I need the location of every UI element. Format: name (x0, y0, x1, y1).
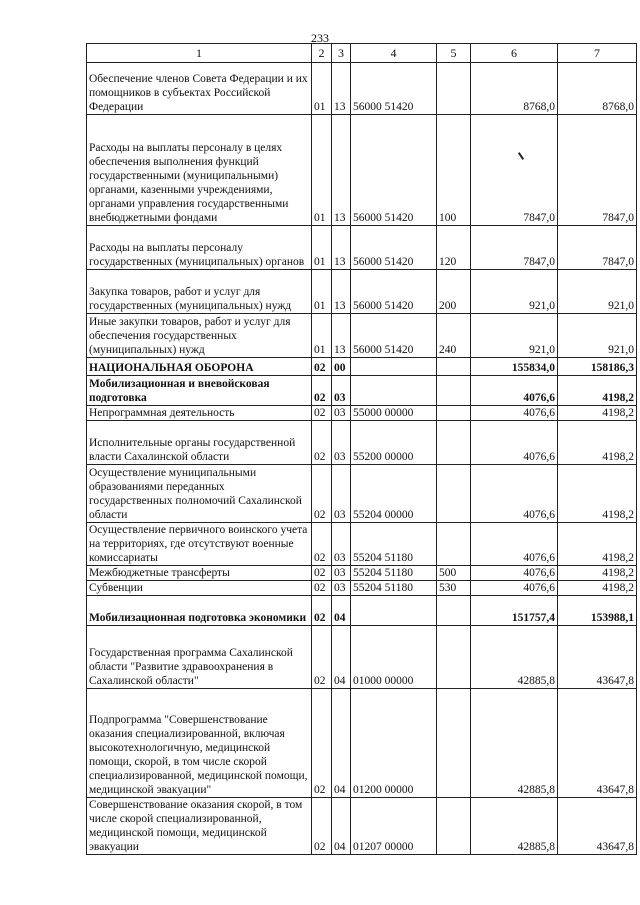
cell-c2: 01 (312, 63, 332, 115)
table-row (87, 566, 637, 581)
cell-c6: 42885,8 (471, 798, 558, 855)
cell-c3: 04 (332, 596, 351, 626)
column-header: 4 (351, 44, 437, 63)
cell-c2: 02 (312, 689, 332, 798)
cell-c3: 13 (332, 115, 351, 226)
cell-c3: 13 (332, 314, 351, 358)
cell-c3: 03 (332, 523, 351, 566)
cell-c3: 03 (332, 406, 351, 421)
cell-c7: 43647,8 (558, 798, 637, 855)
cell-c2: 02 (312, 798, 332, 855)
table-row (87, 465, 637, 523)
cell-c6: 7847,0 (471, 226, 558, 270)
cell-c7: 153988,1 (558, 596, 637, 626)
cell-c5 (437, 358, 471, 376)
cell-c4: 55204 51180 (351, 581, 437, 596)
cell-c5 (437, 689, 471, 798)
page-number: 233 (311, 31, 329, 45)
table-row (87, 523, 637, 566)
cell-c2: 02 (312, 421, 332, 465)
cell-c4: 55204 00000 (351, 465, 437, 523)
cell-c5 (437, 376, 471, 406)
table-row (87, 421, 637, 465)
cell-c4: 55000 00000 (351, 406, 437, 421)
column-header: 5 (437, 44, 471, 63)
table-row (87, 63, 637, 115)
cell-c5: 240 (437, 314, 471, 358)
cell-c7: 43647,8 (558, 689, 637, 798)
cell-c6: 42885,8 (471, 689, 558, 798)
cell-c5 (437, 798, 471, 855)
table-body (87, 63, 637, 855)
cell-c4 (351, 358, 437, 376)
row-name-cell: Межбюджетные трансферты (87, 566, 312, 581)
cell-c4: 56000 51420 (351, 63, 437, 115)
row-name-cell: Обеспечение членов Совета Федерации и их помощников в субъектах Российской Федерации (87, 63, 312, 115)
row-name-cell: Мобилизационная подготовка экономики (87, 596, 312, 626)
cell-c7: 8768,0 (558, 63, 637, 115)
cell-c2: 01 (312, 270, 332, 314)
cell-c6: 921,0 (471, 270, 558, 314)
cell-c7: 43647,8 (558, 626, 637, 689)
cell-c7: 4198,2 (558, 581, 637, 596)
column-header: 7 (558, 44, 637, 63)
row-name-cell: Совершенствование оказания скорой, в том числе скорой специализированной, медицинской помощи, медицинской эвакуации (87, 798, 312, 855)
cell-c7: 158186,3 (558, 358, 637, 376)
cell-c2: 02 (312, 596, 332, 626)
cell-c7: 921,0 (558, 314, 637, 358)
cell-c2: 01 (312, 226, 332, 270)
cell-c7: 7847,0 (558, 226, 637, 270)
cell-c2: 02 (312, 523, 332, 566)
cell-c6: 4076,6 (471, 566, 558, 581)
row-name-cell: Субвенции (87, 581, 312, 596)
cell-c2: 02 (312, 566, 332, 581)
cell-c2: 02 (312, 406, 332, 421)
cell-c5: 100 (437, 115, 471, 226)
cell-c4: 55200 00000 (351, 421, 437, 465)
table-row (87, 314, 637, 358)
cell-c3: 04 (332, 798, 351, 855)
cell-c7: 4198,2 (558, 523, 637, 566)
table-row (87, 596, 637, 626)
cell-c3: 03 (332, 465, 351, 523)
cell-c4: 01000 00000 (351, 626, 437, 689)
column-header: 1 (87, 44, 312, 63)
table-row (87, 115, 637, 226)
cell-c3: 00 (332, 358, 351, 376)
cell-c5: 120 (437, 226, 471, 270)
cell-c3: 13 (332, 226, 351, 270)
cell-c6: 155834,0 (471, 358, 558, 376)
cell-c2: 01 (312, 314, 332, 358)
cell-c2: 02 (312, 581, 332, 596)
cell-c2: 02 (312, 358, 332, 376)
row-name-cell: НАЦИОНАЛЬНАЯ ОБОРОНА (87, 358, 312, 376)
cell-c4 (351, 596, 437, 626)
cell-c6: 4076,6 (471, 421, 558, 465)
cell-c4: 56000 51420 (351, 270, 437, 314)
cell-c4: 55204 51180 (351, 523, 437, 566)
cell-c5 (437, 596, 471, 626)
row-name-cell: Мобилизационная и вневойсковая подготовка (87, 376, 312, 406)
row-name-cell: Расходы на выплаты персоналу государственных (муниципальных) органов (87, 226, 312, 270)
cell-c4: 01200 00000 (351, 689, 437, 798)
table-row (87, 626, 637, 689)
cell-c5 (437, 421, 471, 465)
column-number-row (87, 44, 637, 63)
cell-c3: 13 (332, 63, 351, 115)
cell-c2: 01 (312, 115, 332, 226)
cell-c5: 500 (437, 566, 471, 581)
cell-c3: 04 (332, 689, 351, 798)
cell-c3: 13 (332, 270, 351, 314)
table-row (87, 270, 637, 314)
cell-c6: 4076,6 (471, 523, 558, 566)
cell-c6: 151757,4 (471, 596, 558, 626)
cell-c5: 530 (437, 581, 471, 596)
cell-c2: 02 (312, 465, 332, 523)
row-name-cell: Осуществление муниципальными образованиями переданных государственных полномочий Сахалинской области (87, 465, 312, 523)
cell-c5 (437, 63, 471, 115)
cell-c4 (351, 376, 437, 406)
cell-c6: 4076,6 (471, 581, 558, 596)
table-row (87, 689, 637, 798)
cell-c3: 03 (332, 566, 351, 581)
cell-c7: 4198,2 (558, 421, 637, 465)
cell-c5 (437, 626, 471, 689)
table-row (87, 358, 637, 376)
table-row (87, 406, 637, 421)
cell-c4: 55204 51180 (351, 566, 437, 581)
row-name-cell: Закупка товаров, работ и услуг для государственных (муниципальных) нужд (87, 270, 312, 314)
cell-c3: 04 (332, 626, 351, 689)
cell-c7: 921,0 (558, 270, 637, 314)
table-row (87, 226, 637, 270)
cell-c6: 4076,6 (471, 406, 558, 421)
cell-c4: 56000 51420 (351, 314, 437, 358)
cell-c5 (437, 523, 471, 566)
table-row (87, 376, 637, 406)
cell-c2: 02 (312, 626, 332, 689)
cell-c3: 03 (332, 581, 351, 596)
row-name-cell: Исполнительные органы государственной власти Сахалинской области (87, 421, 312, 465)
cell-c5 (437, 406, 471, 421)
cell-c6: 921,0 (471, 314, 558, 358)
cell-c7: 7847,0 (558, 115, 637, 226)
cell-c6: 42885,8 (471, 626, 558, 689)
row-name-cell: Непрограммная деятельность (87, 406, 312, 421)
cell-c3: 03 (332, 421, 351, 465)
cell-c4: 01207 00000 (351, 798, 437, 855)
cell-c5: 200 (437, 270, 471, 314)
cell-c3: 03 (332, 376, 351, 406)
cell-c7: 4198,2 (558, 566, 637, 581)
cell-c6: 8768,0 (471, 63, 558, 115)
row-name-cell: Подпрограмма "Совершенствование оказания специализированной, включая высокотехнологичную, медицинской помощи, скорой, в том числе скорой специализированной, медицинской помощи, медицинской эвакуации" (87, 689, 312, 798)
table-row (87, 798, 637, 855)
cell-c7: 4198,2 (558, 465, 637, 523)
cell-c6: 7847,0 (471, 115, 558, 226)
cell-c2: 02 (312, 376, 332, 406)
cell-c5 (437, 465, 471, 523)
row-name-cell: Иные закупки товаров, работ и услуг для обеспечения государственных (муниципальных) нужд (87, 314, 312, 358)
column-header: 6 (471, 44, 558, 63)
cell-c6: 4076,6 (471, 465, 558, 523)
cell-c7: 4198,2 (558, 406, 637, 421)
budget-table (86, 43, 637, 855)
cell-c4: 56000 51420 (351, 226, 437, 270)
column-header: 2 (312, 44, 332, 63)
cell-c7: 4198,2 (558, 376, 637, 406)
table-row (87, 581, 637, 596)
row-name-cell: Государственная программа Сахалинской области "Развитие здравоохранения в Сахалинской области" (87, 626, 312, 689)
row-name-cell: Расходы на выплаты персоналу в целях обеспечения выполнения функций государственными (муниципальными) органами, казенными учреждениями, органами управления государственными внебюджетными фондами (87, 115, 312, 226)
cell-c6: 4076,6 (471, 376, 558, 406)
row-name-cell: Осуществление первичного воинского учета на территориях, где отсутствуют военные комиссариаты (87, 523, 312, 566)
column-header: 3 (332, 44, 351, 63)
cell-c4: 56000 51420 (351, 115, 437, 226)
